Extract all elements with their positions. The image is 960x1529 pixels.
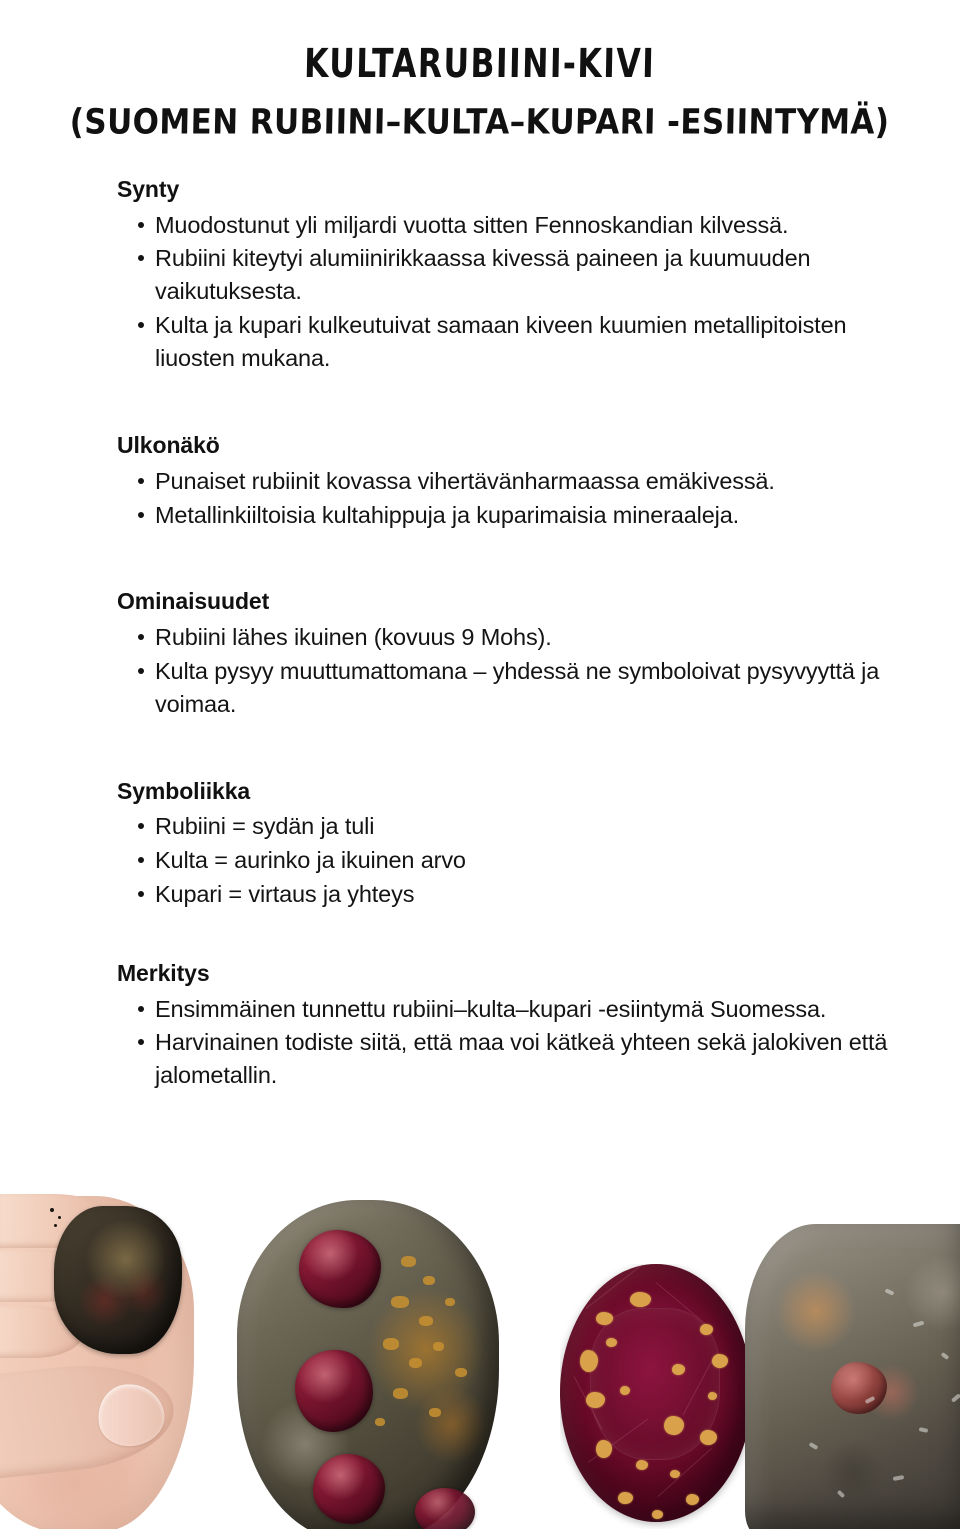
- section-ominaisuudet: [0, 588, 960, 720]
- section-gap: [0, 532, 960, 588]
- section-heading: Ominaisuudet: [117, 588, 270, 615]
- list-item: [117, 878, 915, 911]
- section-gap: [0, 376, 960, 432]
- gold-inclusion: [636, 1460, 648, 1470]
- bullet-list: [117, 465, 960, 532]
- content-body: [0, 176, 960, 1093]
- list-item: [117, 499, 915, 532]
- gold-inclusion: [596, 1440, 612, 1458]
- title-block: [0, 41, 960, 143]
- bullet-dot-icon: [138, 891, 144, 897]
- gold-inclusion: [686, 1494, 699, 1505]
- bullet-dot-icon: [138, 1039, 144, 1045]
- gold-fleck: [429, 1408, 441, 1417]
- ruby-crystal-shape: [295, 1350, 373, 1432]
- list-item-text: Kulta = aurinko ja ikuinen arvo: [155, 847, 466, 874]
- section-gap: [0, 722, 960, 778]
- list-item: [117, 209, 915, 242]
- bullet-list: [117, 993, 960, 1093]
- speck: [58, 1216, 61, 1219]
- list-item: [117, 1026, 915, 1092]
- gold-inclusion: [700, 1430, 717, 1445]
- ruby-gem-shape: [560, 1264, 752, 1522]
- gold-fleck: [383, 1338, 399, 1350]
- gold-inclusion: [618, 1492, 633, 1504]
- list-item: [117, 309, 915, 375]
- list-item-text: Muodostunut yli miljardi vuotta sitten Fennoskandian kilvessä.: [155, 211, 789, 238]
- gold-fleck: [391, 1296, 409, 1308]
- bullet-dot-icon: [138, 823, 144, 829]
- list-item: [117, 242, 915, 308]
- bullet-list: [117, 621, 960, 721]
- section-heading: Synty: [117, 176, 180, 202]
- bullet-dot-icon: [138, 322, 144, 328]
- list-item-text: Kulta ja kupari kulkeutuivat samaan kiveen kuumien metallipitoisten liuosten mukana.: [155, 312, 847, 372]
- gold-fleck: [445, 1298, 455, 1306]
- section-gap: [0, 912, 960, 960]
- section-merkitys: [0, 960, 960, 1092]
- section-synty: [0, 176, 960, 375]
- page-title: KULTARUBIINI-KIVI: [303, 41, 656, 88]
- gold-fleck: [409, 1358, 422, 1368]
- gold-fleck: [375, 1418, 385, 1426]
- gold-fleck: [433, 1342, 444, 1351]
- section-heading: Ulkonäkö: [117, 432, 220, 459]
- gold-inclusion: [630, 1292, 651, 1307]
- page-subtitle: (SUOMEN RUBIINI–KULTA–KUPARI -ESIINTYMÄ): [69, 102, 890, 143]
- section-heading: Symboliikka: [117, 777, 251, 804]
- photo-strip: [0, 1188, 960, 1529]
- photo-grey-rock-with-ruby-crystals-and-gold: [233, 1192, 501, 1529]
- list-item: [117, 810, 915, 843]
- gold-fleck: [401, 1256, 416, 1267]
- list-item: [117, 844, 915, 877]
- list-item: [117, 993, 915, 1026]
- dark-ore-rock-shape: [54, 1206, 182, 1354]
- speck: [54, 1224, 57, 1227]
- bullet-dot-icon: [138, 857, 144, 863]
- gold-fleck: [455, 1368, 467, 1377]
- list-item-text: Kupari = virtaus ja yhteys: [155, 881, 415, 908]
- list-item-text: Rubiini kiteytyi alumiinirikkaassa kivessä paineen ja kuumuuden vaikutuksesta.: [155, 245, 811, 305]
- section-heading: Merkitys: [117, 959, 210, 986]
- gold-inclusion: [652, 1510, 663, 1519]
- ruby-crystal-shape: [415, 1488, 475, 1529]
- bullet-dot-icon: [138, 1006, 144, 1012]
- list-item-text: Ensimmäinen tunnettu rubiini–kulta–kupari -esiintymä Suomessa.: [155, 995, 827, 1022]
- gold-fleck: [423, 1276, 435, 1285]
- list-item-text: Metallinkiiltoisia kultahippuja ja kuparimaisia mineraaleja.: [155, 501, 740, 528]
- list-item-text: Rubiini lähes ikuinen (kovuus 9 Mohs).: [155, 624, 552, 651]
- section-symboliikka: [0, 778, 960, 911]
- ruby-crystal-shape: [299, 1230, 381, 1308]
- photo-hand-holding-dark-ore-rock: [0, 1188, 242, 1529]
- bullet-dot-icon: [138, 478, 144, 484]
- bullet-dot-icon: [138, 634, 144, 640]
- gold-fleck: [393, 1388, 408, 1399]
- list-item: [117, 465, 915, 498]
- list-item-text: Rubiini = sydän ja tuli: [155, 813, 375, 840]
- ruby-crystal-shape: [313, 1454, 385, 1524]
- speck: [50, 1208, 54, 1212]
- bullet-dot-icon: [138, 222, 144, 228]
- list-item: [117, 655, 915, 721]
- photo-grey-micaceous-rock-with-ruby: [745, 1224, 960, 1529]
- photo-faceted-ruby-gem-with-gold-inclusions: [560, 1264, 760, 1529]
- list-item-text: Kulta pysyy muuttumattomana – yhdessä ne symboloivat pysyvyyttä ja voimaa.: [155, 657, 880, 717]
- gold-fleck: [419, 1316, 433, 1326]
- bullet-dot-icon: [138, 668, 144, 674]
- bullet-dot-icon: [138, 255, 144, 261]
- gold-inclusion: [712, 1354, 728, 1368]
- list-item: [117, 621, 915, 654]
- list-item-text: Harvinainen todiste siitä, että maa voi kätkeä yhteen sekä jalokiven että jalometallin.: [155, 1029, 888, 1089]
- section-ulkonako: [0, 432, 960, 531]
- bullet-dot-icon: [138, 512, 144, 518]
- list-item-text: Punaiset rubiinit kovassa vihertävänharmaassa emäkivessä.: [155, 467, 775, 494]
- bullet-list: [117, 810, 960, 911]
- bullet-list: [117, 209, 960, 375]
